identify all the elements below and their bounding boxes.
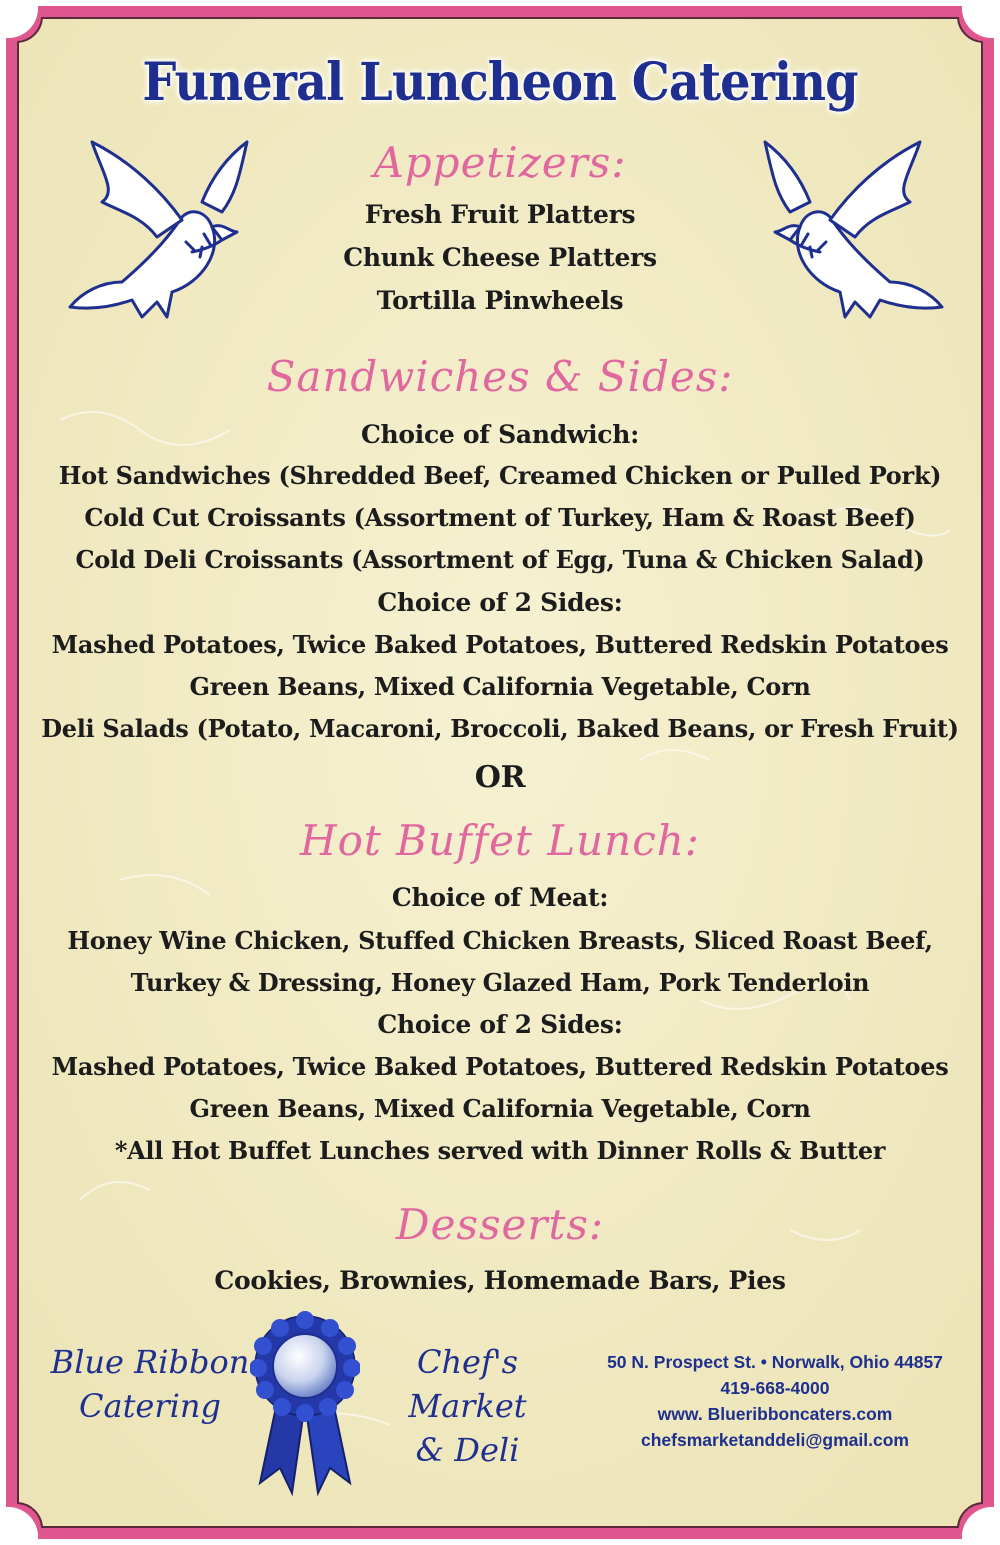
list-item: Green Beans, Mixed California Vegetable, Corn: [189, 672, 811, 701]
list-item: Mashed Potatoes, Twice Baked Potatoes, Buttered Redskin Potatoes: [51, 630, 949, 659]
list-item: Mashed Potatoes, Twice Baked Potatoes, Buttered Redskin Potatoes: [51, 1052, 949, 1081]
list-item: Tortilla Pinwheels: [376, 286, 624, 315]
brand-line: Catering: [79, 1387, 221, 1425]
brand-chefs-market-deli: [355, 1340, 580, 1472]
list-item: Deli Salads (Potato, Macaroni, Broccoli, Baked Beans, or Fresh Fruit): [41, 714, 959, 743]
list-item: Cold Cut Croissants (Assortment of Turkey, Ham & Roast Beef): [84, 503, 916, 532]
buffet-note: *All Hot Buffet Lunches served with Dinner Rolls & Butter: [114, 1136, 886, 1165]
list-item: Fresh Fruit Platters: [364, 200, 636, 229]
address: 50 N. Prospect St. • Norwalk, Ohio 44857: [607, 1352, 943, 1372]
desserts-heading: Desserts:: [395, 1200, 605, 1249]
appetizers-heading: Appetizers:: [373, 138, 627, 187]
brand-line: & Deli: [415, 1431, 520, 1469]
list-item: Turkey & Dressing, Honey Glazed Ham, Pork Tenderloin: [130, 968, 870, 997]
email-link[interactable]: chefsmarketanddeli@gmail.com: [641, 1430, 909, 1450]
brand-line: Chef's Market: [408, 1343, 527, 1425]
sides-choice-label: Choice of 2 Sides:: [377, 1010, 623, 1039]
list-item: Chunk Cheese Platters: [343, 243, 657, 272]
brand-line: Blue Ribbon: [50, 1343, 250, 1381]
buffet-heading: Hot Buffet Lunch:: [300, 816, 700, 865]
sandwich-choice-label: Choice of Sandwich:: [360, 420, 640, 449]
blue-ribbon-icon: [250, 1308, 360, 1498]
sides-choice-label: Choice of 2 Sides:: [377, 588, 623, 617]
brand-blue-ribbon-catering: [50, 1340, 250, 1428]
list-item: Honey Wine Chicken, Stuffed Chicken Breasts, Sliced Roast Beef,: [67, 926, 933, 955]
list-item: Cold Deli Croissants (Assortment of Egg, Tuna & Chicken Salad): [75, 545, 925, 574]
page-title: Funeral Luncheon Catering: [142, 52, 858, 113]
sandwiches-heading: Sandwiches & Sides:: [266, 352, 734, 401]
list-item: Hot Sandwiches (Shredded Beef, Creamed Chicken or Pulled Pork): [58, 461, 942, 490]
or-divider: OR: [474, 760, 526, 795]
list-item: Green Beans, Mixed California Vegetable, Corn: [189, 1094, 811, 1123]
website-link[interactable]: www. Blueribboncaters.com: [657, 1404, 893, 1424]
meat-choice-label: Choice of Meat:: [391, 883, 609, 912]
list-item: Cookies, Brownies, Homemade Bars, Pies: [214, 1266, 786, 1295]
phone: 419-668-4000: [720, 1378, 830, 1398]
